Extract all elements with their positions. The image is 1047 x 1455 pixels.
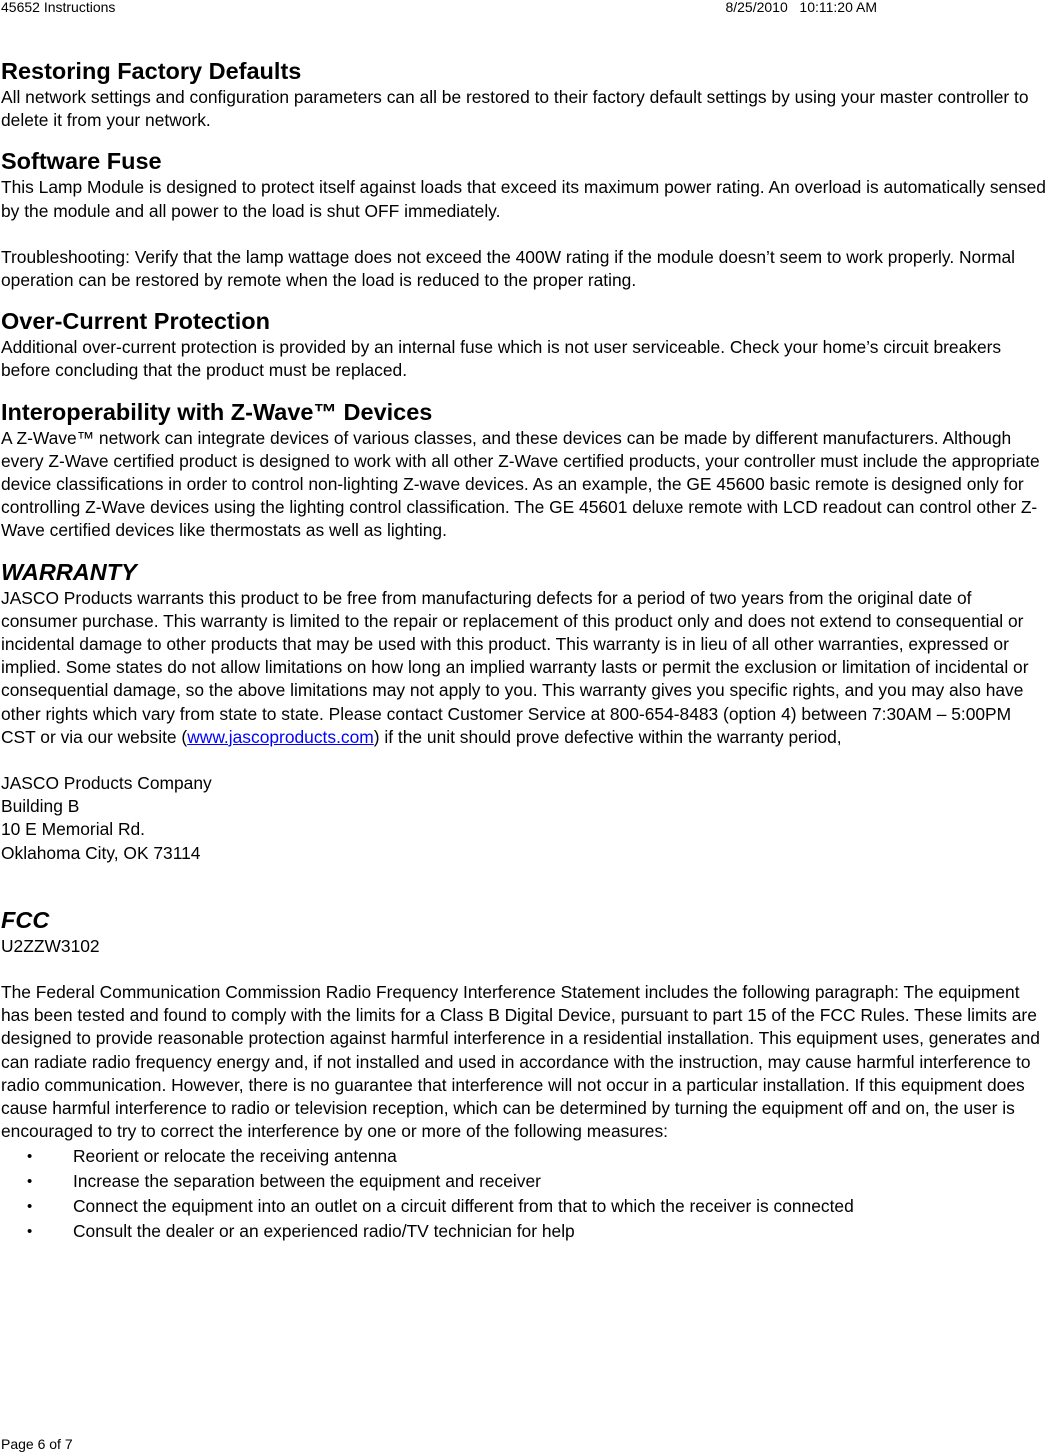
- warranty-text-b: ) if the unit should prove defective within the warranty period,: [373, 726, 842, 747]
- doc-title: 45652 Instructions: [1, 0, 116, 15]
- heading-warranty: WARRANTY: [1, 558, 137, 585]
- warranty-text-a: JASCO Products warrants this product to be free from manufacturing defects for a period of two years from the original date of consumer purchase. This warranty is limited to the repair or replacement of this product only and does not extend to consequential or incidental damage to other products that may be used with this product. This warranty is in lieu of all other warranties, expressed or implied. Some states do not allow limitations on how long an implied warranty lasts or permit the exclusion or limitation of incidental or consequential damage, so the above limitations may not apply to you. This warranty gives you specific rights, and you may also have other rights which vary from state to state. Please contact Customer Service at 800-654-8483 (option 4) between 7:30AM – 5:00PM CST or via our website (: [1, 587, 1029, 747]
- warranty-paragraph: [1, 587, 1047, 749]
- restoring-paragraph: All network settings and configuration parameters can all be restored to their factory default settings by using your master controller to delete it from your network.: [1, 87, 1029, 131]
- heading-over-current: Over-Current Protection: [1, 308, 270, 335]
- website-link[interactable]: www.jascoproducts.com: [187, 726, 374, 747]
- heading-fcc: FCC: [1, 906, 50, 933]
- fcc-measures-list: [1, 1144, 1047, 1244]
- bullet-icon: •: [27, 1147, 33, 1165]
- list-item-text: Connect the equipment into an outlet on a circuit different from that to which the receiver is connected: [73, 1195, 854, 1216]
- list-item-text: Increase the separation between the equipment and receiver: [73, 1170, 541, 1191]
- interop-paragraph: A Z-Wave™ network can integrate devices of various classes, and these devices can be made by different manufacturers. Although every Z-Wave certified product is designed to work with all other Z-Wave certified products, your controller must include the appropriate device classifications in order to control non-lighting Z-wave devices. As an example, the GE 45600 basic remote is designed only for controlling Z-Wave devices using the lighting control classification. The GE 45601 deluxe remote with LCD readout can control other Z-Wave certified devices like thermostats as well as lighting.: [1, 427, 1040, 541]
- bullet-icon: •: [27, 1222, 33, 1240]
- page-number: Page 6 of 7: [1, 1436, 73, 1452]
- print-date: 8/25/2010 10:11:20 AM: [725, 0, 877, 15]
- fuse-paragraph-2: Troubleshooting: Verify that the lamp wattage does not exceed the 400W rating if the module doesn’t seem to work properly. Normal operation can be restored by remote when the load is reduced to the proper rating.: [1, 246, 1016, 291]
- heading-interoperability: Interoperability with Z-Wave™ Devices: [1, 398, 433, 425]
- address-line: Building B: [1, 796, 80, 817]
- bullet-icon: •: [27, 1197, 33, 1215]
- list-item: [1, 1144, 1047, 1169]
- heading-software-fuse: Software Fuse: [1, 148, 162, 175]
- page-header: [1, 0, 877, 16]
- fcc-id: U2ZZW3102: [1, 935, 100, 956]
- address-line: 10 E Memorial Rd.: [1, 819, 146, 840]
- page-content: [1, 56, 1047, 1244]
- list-item: [1, 1169, 1047, 1194]
- fcc-paragraph: The Federal Communication Commission Radio Frequency Interference Statement includes the following paragraph: The equipment has been tested and found to comply with the limits for a Class B Digital Device, pursuant to part 15 of the FCC Rules. These limits are designed to provide reasonable protection against harmful interference in a residential installation. This equipment uses, generates and can radiate radio frequency energy and, if not installed and used in accordance with the instruction, may cause harmful interference to radio communication. However, there is no guarantee that interference will not occur in a particular installation. If this equipment does cause harmful interference to radio or television reception, which can be determined by turning the equipment off and on, the user is encouraged to try to correct the interference by one or more of the following measures:: [1, 982, 1040, 1142]
- address-line: JASCO Products Company: [1, 773, 212, 794]
- address-line: Oklahoma City, OK 73114: [1, 842, 201, 863]
- list-item: [1, 1219, 1047, 1244]
- list-item-text: Reorient or relocate the receiving antenna: [73, 1145, 397, 1166]
- overcurrent-paragraph: Additional over-current protection is provided by an internal fuse which is not user serviceable. Check your home’s circuit breakers before concluding that the product must be replaced.: [1, 337, 1002, 381]
- list-item: [1, 1194, 1047, 1219]
- heading-restoring: Restoring Factory Defaults: [1, 58, 302, 84]
- fuse-paragraph-1: This Lamp Module is designed to protect itself against loads that exceed its maximum power rating. An overload is automatically sensed by the module and all power to the load is shut OFF immediately.: [1, 177, 1046, 221]
- bullet-icon: •: [27, 1172, 33, 1190]
- list-item-text: Consult the dealer or an experienced radio/TV technician for help: [73, 1220, 575, 1241]
